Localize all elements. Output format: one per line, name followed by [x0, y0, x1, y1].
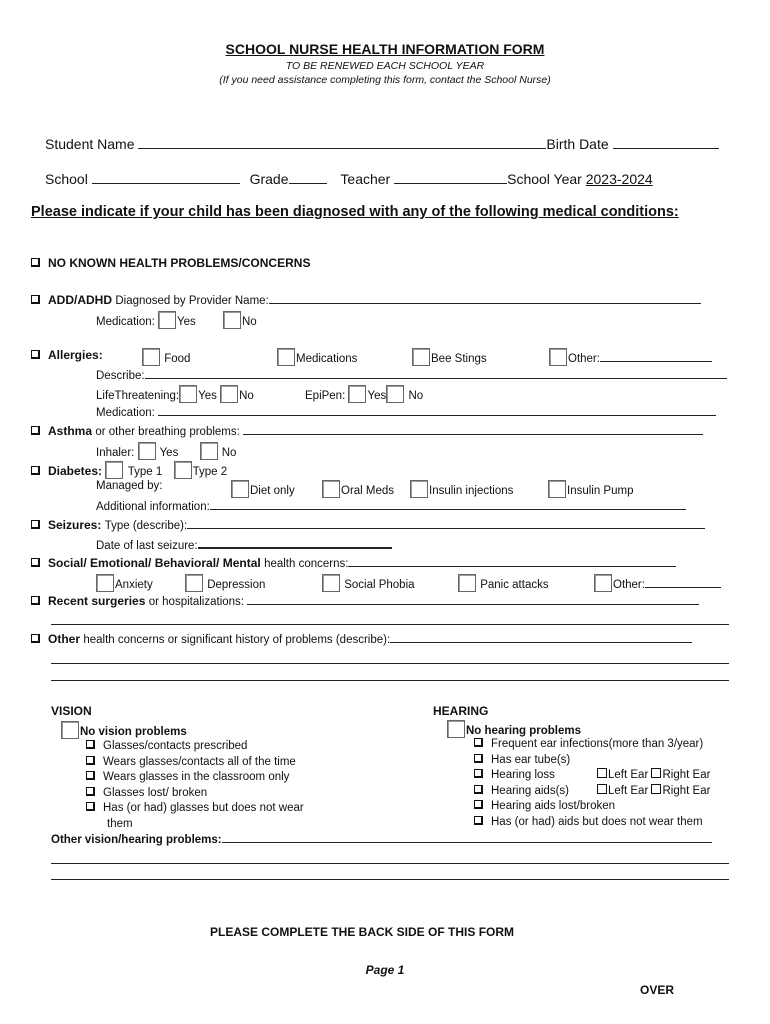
social-phobia[interactable] — [322, 574, 415, 592]
checkbox-bullet-icon[interactable] — [474, 816, 483, 825]
adhd-med-no-checkbox[interactable] — [223, 311, 241, 329]
inhaler-no-checkbox[interactable] — [200, 442, 218, 460]
school-year-label: School Year — [507, 171, 582, 187]
allergy-medications-label: Medications — [296, 353, 358, 365]
allergy-bee-checkbox[interactable] — [412, 348, 430, 366]
vision-item[interactable] — [86, 755, 304, 771]
hearing-item[interactable] — [474, 815, 710, 831]
social-other[interactable] — [594, 574, 721, 592]
checkbox-bullet-icon[interactable] — [474, 800, 483, 809]
hearing-item-label: Has ear tube(s) — [491, 753, 571, 766]
hearing-none-label: No hearing problems — [466, 725, 582, 737]
diabetes-type2-label: Type 2 — [192, 466, 228, 478]
diabetes-pump-checkbox[interactable] — [548, 480, 566, 498]
checkbox-bullet-icon[interactable] — [31, 350, 40, 359]
diabetes-injections-checkbox[interactable] — [410, 480, 428, 498]
condition-diabetes — [31, 461, 227, 479]
form-subtitle-assist: (If you need assistance completing this form, contact the School Nurse) — [219, 74, 551, 86]
checkbox-bullet-icon[interactable] — [31, 558, 40, 567]
condition-surgeries — [31, 593, 699, 608]
over-label: OVER — [640, 983, 675, 997]
hearing-item[interactable] — [474, 768, 710, 784]
social-other-field[interactable] — [645, 576, 721, 588]
diabetes-diet-label: Diet only — [250, 485, 295, 497]
diabetes-pump[interactable] — [548, 480, 633, 498]
seizures-field[interactable] — [187, 517, 705, 529]
hearing-item-label: Has (or had) aids but does not wear them — [491, 815, 703, 828]
allergy-medications[interactable] — [277, 348, 357, 366]
school-row — [45, 171, 653, 187]
checkbox-bullet-icon[interactable] — [86, 787, 95, 796]
diabetes-injections-label: Insulin injections — [429, 485, 514, 497]
vision-item-label: Has (or had) glasses but does not wear — [103, 802, 304, 815]
page-number: Page 1 — [365, 963, 405, 977]
vision-item-label: Wears glasses in the classroom only — [103, 771, 290, 784]
seizures-label: Seizures: — [48, 518, 102, 532]
adhd-label: ADD/ADHD — [48, 293, 112, 307]
checkbox-bullet-icon[interactable] — [31, 596, 40, 605]
other-line-2[interactable] — [51, 663, 729, 664]
social-label: Social/ Emotional/ Behavioral/ Mental — [48, 556, 261, 570]
checkbox-bullet-icon[interactable] — [474, 754, 483, 763]
lifethreat-yes-checkbox[interactable] — [179, 385, 197, 403]
allergy-other-label: Other: — [568, 353, 600, 365]
other-vision-hearing-line-2[interactable] — [51, 863, 729, 864]
checkbox-bullet-icon[interactable] — [474, 738, 483, 747]
inhaler-no-label: No — [221, 447, 237, 459]
adhd-med-no-label: No — [241, 316, 257, 328]
asthma-label: Asthma — [48, 424, 93, 438]
diabetes-managed-label: Managed by: — [96, 480, 163, 492]
allergies-label: Allergies: — [48, 348, 103, 362]
student-name-label: Student Name — [45, 136, 135, 152]
surgeries-rest-label: or hospitalizations: — [148, 596, 244, 608]
hearing-none-checkbox[interactable] — [447, 720, 465, 738]
checkbox-bullet-icon[interactable] — [31, 258, 40, 267]
social-panic-checkbox[interactable] — [458, 574, 476, 592]
checkbox-bullet-icon[interactable] — [31, 295, 40, 304]
diabetes-type1-checkbox[interactable] — [105, 461, 123, 479]
right-ear-checkbox[interactable] — [651, 784, 661, 794]
social-rest-label: health concerns: — [264, 558, 349, 570]
right-ear-label: Right Ear — [662, 784, 711, 797]
social-other-label: Other: — [613, 579, 645, 591]
hearing-item-label: Hearing aids(s) — [491, 784, 569, 797]
checkbox-bullet-icon[interactable] — [474, 769, 483, 778]
vision-none[interactable] — [61, 721, 187, 739]
inhaler-yes-checkbox[interactable] — [138, 442, 156, 460]
other-vision-hearing-line-3[interactable] — [51, 879, 729, 880]
vision-item-label: Glasses lost/ broken — [103, 786, 208, 799]
diabetes-oral-checkbox[interactable] — [322, 480, 340, 498]
diabetes-oral-label: Oral Meds — [341, 485, 395, 497]
inhaler-label: Inhaler: — [96, 447, 135, 459]
allergy-medication-label: Medication: — [96, 407, 155, 419]
school-label: School — [45, 171, 88, 187]
vision-item-label: Glasses/contacts prescribed — [103, 740, 248, 752]
condition-none[interactable] — [31, 256, 310, 270]
hearing-item-label: Hearing loss — [491, 769, 555, 782]
allergy-lifethreat-row — [96, 385, 423, 403]
diabetes-additional-label: Additional information: — [96, 501, 210, 513]
social-panic-label: Panic attacks — [480, 579, 549, 591]
seizure-last-row — [96, 536, 392, 552]
social-depression-label: Depression — [207, 579, 266, 591]
allergy-medication-row — [96, 404, 716, 419]
left-ear-label: Left Ear — [608, 769, 649, 782]
condition-allergies — [31, 348, 103, 362]
other-label: Other — [48, 632, 81, 646]
teacher-label: Teacher — [340, 171, 391, 187]
social-phobia-checkbox[interactable] — [322, 574, 340, 592]
lifethreat-yes-label: Yes — [198, 390, 217, 402]
left-ear-checkbox[interactable] — [597, 784, 607, 794]
hearing-item[interactable] — [474, 737, 710, 753]
vision-item[interactable] — [86, 770, 304, 786]
school-year-value: 2023-2024 — [585, 171, 653, 187]
adhd-med-yes-label: Yes — [177, 316, 196, 328]
social-depression[interactable] — [185, 574, 265, 592]
allergy-describe-row — [96, 367, 727, 382]
asthma-rest-label: or other breathing problems: — [95, 426, 240, 438]
adhd-provider-label: Diagnosed by Provider Name: — [115, 295, 269, 307]
adhd-provider-field[interactable] — [269, 292, 701, 304]
diabetes-type2-checkbox[interactable] — [174, 461, 192, 479]
form-subtitle-renew: TO BE RENEWED EACH SCHOOL YEAR — [285, 60, 485, 72]
allergy-describe-field[interactable] — [145, 367, 727, 379]
allergy-food-label: Food — [164, 353, 191, 365]
diabetes-injections[interactable] — [410, 480, 513, 498]
allergy-other-checkbox[interactable] — [549, 348, 567, 366]
social-other-checkbox[interactable] — [594, 574, 612, 592]
vision-item-continuation: them — [107, 817, 133, 830]
vision-heading: VISION — [51, 704, 92, 718]
diabetes-additional-row — [96, 498, 686, 513]
form-title: SCHOOL NURSE HEALTH INFORMATION FORM — [225, 41, 545, 57]
adhd-medication-row — [96, 311, 257, 329]
checkbox-bullet-icon[interactable] — [31, 634, 40, 643]
condition-none-label: NO KNOWN HEALTH PROBLEMS/CONCERNS — [48, 256, 311, 270]
adhd-med-yes-checkbox[interactable] — [158, 311, 176, 329]
surgeries-line-2[interactable] — [51, 624, 729, 625]
social-anxiety[interactable] — [96, 574, 153, 592]
left-ear-label: Left Ear — [608, 784, 649, 797]
checkbox-bullet-icon[interactable] — [86, 771, 95, 780]
lifethreat-no-checkbox[interactable] — [220, 385, 238, 403]
checkbox-bullet-icon[interactable] — [86, 802, 95, 811]
surgeries-field[interactable] — [247, 593, 699, 605]
allergy-describe-label: Describe: — [96, 370, 145, 382]
complete-back-notice: PLEASE COMPLETE THE BACK SIDE OF THIS FORM — [210, 925, 515, 939]
social-depression-checkbox[interactable] — [185, 574, 203, 592]
diabetes-additional-field[interactable] — [210, 498, 686, 510]
checkbox-bullet-icon[interactable] — [31, 520, 40, 529]
other-vision-hearing-field[interactable] — [222, 831, 712, 843]
hearing-item[interactable] — [474, 784, 710, 800]
inhaler-yes-label: Yes — [159, 447, 179, 459]
epipen-no-label: No — [408, 390, 424, 402]
vision-none-label: No vision problems — [80, 726, 187, 738]
hearing-heading: HEARING — [433, 704, 489, 718]
allergy-food[interactable] — [142, 348, 190, 366]
condition-asthma — [31, 423, 703, 438]
checkbox-bullet-icon[interactable] — [31, 466, 40, 475]
hearing-item-label: Hearing aids lost/broken — [491, 800, 616, 813]
checkbox-bullet-icon[interactable] — [86, 756, 95, 765]
student-name-field[interactable] — [138, 137, 546, 149]
vision-item-label: Wears glasses/contacts all of the time — [103, 755, 296, 768]
epipen-yes-checkbox[interactable] — [348, 385, 366, 403]
grade-label: Grade — [249, 171, 289, 187]
vision-none-checkbox[interactable] — [61, 721, 79, 739]
condition-social — [31, 555, 676, 570]
birth-date-label: Birth Date — [546, 136, 609, 152]
checkbox-bullet-icon[interactable] — [86, 740, 95, 749]
hearing-list — [474, 737, 710, 831]
allergy-food-checkbox[interactable] — [142, 348, 160, 366]
hearing-none[interactable] — [447, 720, 581, 738]
lifethreat-no-label: No — [239, 390, 254, 402]
condition-seizures — [31, 517, 705, 532]
other-vision-hearing-label: Other vision/hearing problems: — [51, 834, 222, 846]
checkbox-bullet-icon[interactable] — [474, 785, 483, 794]
teacher-field[interactable] — [394, 172, 507, 184]
vision-item[interactable] — [86, 786, 304, 802]
school-field[interactable] — [92, 172, 240, 184]
condition-other — [31, 631, 692, 646]
vision-item[interactable] — [86, 739, 304, 755]
left-ear-checkbox[interactable] — [597, 768, 607, 778]
epipen-label: EpiPen: — [305, 390, 346, 402]
seizures-rest-label: Type (describe): — [104, 520, 188, 532]
allergy-medication-field[interactable] — [158, 404, 716, 416]
diabetes-diet[interactable] — [231, 480, 295, 498]
social-field[interactable] — [348, 555, 676, 567]
other-vision-hearing-row — [51, 831, 712, 846]
right-ear-checkbox[interactable] — [651, 768, 661, 778]
diabetes-oral[interactable] — [322, 480, 394, 498]
social-anxiety-label: Anxiety — [115, 579, 153, 591]
student-row — [45, 136, 719, 152]
checkbox-bullet-icon[interactable] — [31, 426, 40, 435]
adhd-medication-label: Medication: — [96, 316, 155, 328]
hearing-item[interactable] — [474, 753, 710, 769]
lifethreat-label: LifeThreatening: — [96, 390, 180, 402]
allergy-medications-checkbox[interactable] — [277, 348, 295, 366]
seizure-last-label: Date of last seizure: — [96, 540, 198, 552]
other-field[interactable] — [390, 631, 692, 643]
epipen-no-checkbox[interactable] — [386, 385, 404, 403]
diabetes-pump-label: Insulin Pump — [567, 485, 634, 497]
seizure-last-field[interactable] — [198, 536, 392, 549]
instruction-heading: Please indicate if your child has been diagnosed with any of the following medical conditions: — [31, 204, 679, 220]
vision-item[interactable] — [86, 801, 304, 817]
allergy-bee[interactable] — [412, 348, 487, 366]
condition-adhd — [31, 292, 701, 307]
asthma-field[interactable] — [243, 423, 703, 435]
allergy-other-field[interactable] — [600, 350, 712, 362]
social-anxiety-checkbox[interactable] — [96, 574, 114, 592]
social-panic[interactable] — [458, 574, 549, 592]
diabetes-diet-checkbox[interactable] — [231, 480, 249, 498]
allergy-other[interactable] — [549, 348, 712, 366]
diabetes-label: Diabetes: — [48, 464, 103, 478]
hearing-item[interactable] — [474, 799, 710, 815]
allergy-bee-label: Bee Stings — [431, 353, 487, 365]
hearing-item-label: Frequent ear infections(more than 3/year) — [491, 738, 704, 750]
vision-list — [86, 739, 304, 833]
social-phobia-label: Social Phobia — [344, 579, 415, 591]
other-line-3[interactable] — [51, 680, 729, 681]
asthma-inhaler-row — [96, 442, 236, 460]
diabetes-type1-label: Type 1 — [127, 466, 163, 478]
epipen-yes-label: Yes — [367, 390, 387, 402]
grade-field[interactable] — [289, 172, 327, 184]
birth-date-field[interactable] — [613, 137, 719, 149]
right-ear-label: Right Ear — [662, 769, 711, 782]
surgeries-label: Recent surgeries — [48, 594, 146, 608]
other-rest-label: health concerns or significant history of problems (describe): — [83, 634, 391, 646]
